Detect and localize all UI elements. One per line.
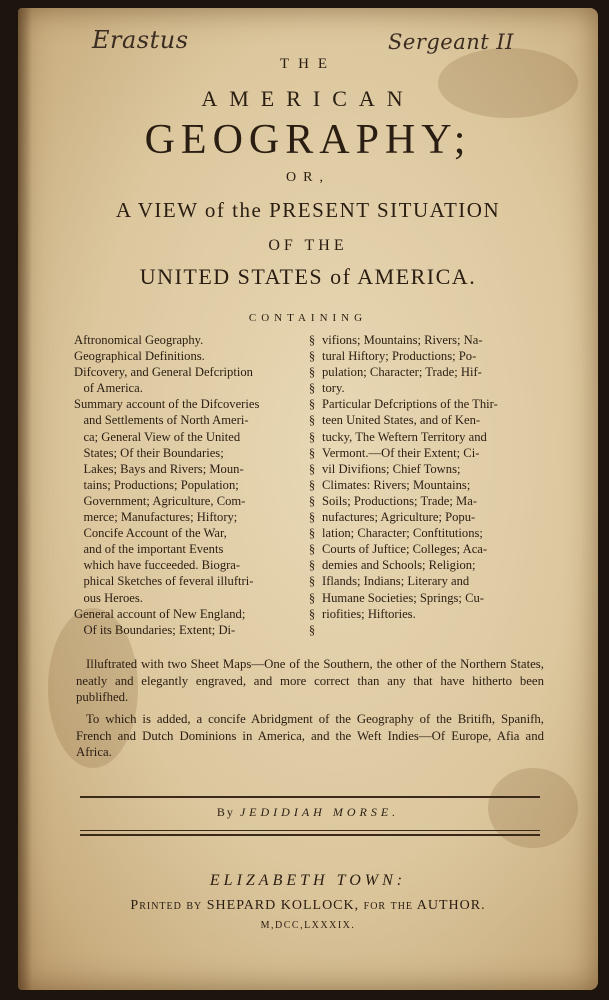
contents-left-column: Aftronomical Geography. Geographical Definitions. Difcovery, and General Defcription of America. Summary account of the Difcoveries and Settlements of North Ameri- ca; General View of the United States; Of their Boundaries; Lakes; Bays and Rivers; Moun- tains; Productions; Population; Government; Agriculture, Com- merce; Manufactures; Hiftory; Concife Account of the War, and of the important Events which have fucceeded. Biogra- phical Sketches of feveral illuftri- ous Heroes. General account of New England; Of its Boundaries; Extent; Di- — [74, 333, 260, 637]
imprint-printer: Printed by SHEPARD KOLLOCK, for the AUTHOR. — [130, 898, 486, 913]
contents-right-column: vifions; Mountains; Rivers; Na- tural Hiftory; Productions; Po- pulation; Character; Trade; Hif- tory. Particular Defcriptions of the Thir- teen United States, and of Ken- tucky, The Weftern Territory and Vermont.—Of their Extent; Ci- vil Divifions; Chief Towns; Climates: Rivers; Mountains; Soils; Productions; Trade; Ma- nufactures; Agriculture; Popu- lation; Character; Conftitutions; Courts of Juftice; Colleges; Aca- demies and Schools; Religion; Iflands; Indians; Literary and Humane Societies; Springs; Cu- riofities; Hiftories. — [322, 333, 498, 621]
handwritten-name-right: Sergeant II — [388, 30, 514, 54]
contents-columns — [74, 332, 544, 638]
imprint-year: M,DCC,LXXXIX. — [260, 920, 356, 931]
title-line-or: OR, — [286, 170, 330, 185]
rule-bottom-double — [80, 834, 540, 836]
rule-bottom — [80, 830, 540, 831]
author-line — [18, 805, 598, 820]
containing-heading: CONTAINING — [248, 312, 368, 324]
title-line-geography: GEOGRAPHY; — [144, 117, 472, 163]
title-line-united-states: UNITED STATES of AMERICA. — [139, 264, 477, 289]
handwritten-name-left: Erastus — [92, 26, 189, 54]
author-name: JEDIDIAH MORSE. — [239, 805, 400, 819]
section-mark-divider: § § § § § § § § § § § § § § § § § § § — [308, 333, 316, 637]
title-line-of-the: OF THE — [268, 237, 348, 254]
rule-top — [80, 796, 540, 798]
title-line-american: AMERICAN — [201, 86, 415, 111]
title-page — [18, 8, 598, 990]
title-line-the: THE — [279, 56, 337, 72]
illustrated-paragraph: Illuftrated with two Sheet Maps—One of the Southern, the other of the Northern States, neatly and elegantly engraved, and more correct than any that have hitherto been publifhed. — [76, 657, 544, 704]
added-paragraph: To which is added, a concife Abridgment of the Geography of the Britifh, Spanifh, French and Dutch Dominions in America, and the Weft Indies—Of Europe, Afia and Africa. — [76, 712, 544, 759]
imprint-city: ELIZABETH TOWN: — [209, 872, 407, 889]
author-by: By — [216, 805, 235, 819]
title-line-view: A VIEW of the PRESENT SITUATION — [115, 198, 501, 222]
